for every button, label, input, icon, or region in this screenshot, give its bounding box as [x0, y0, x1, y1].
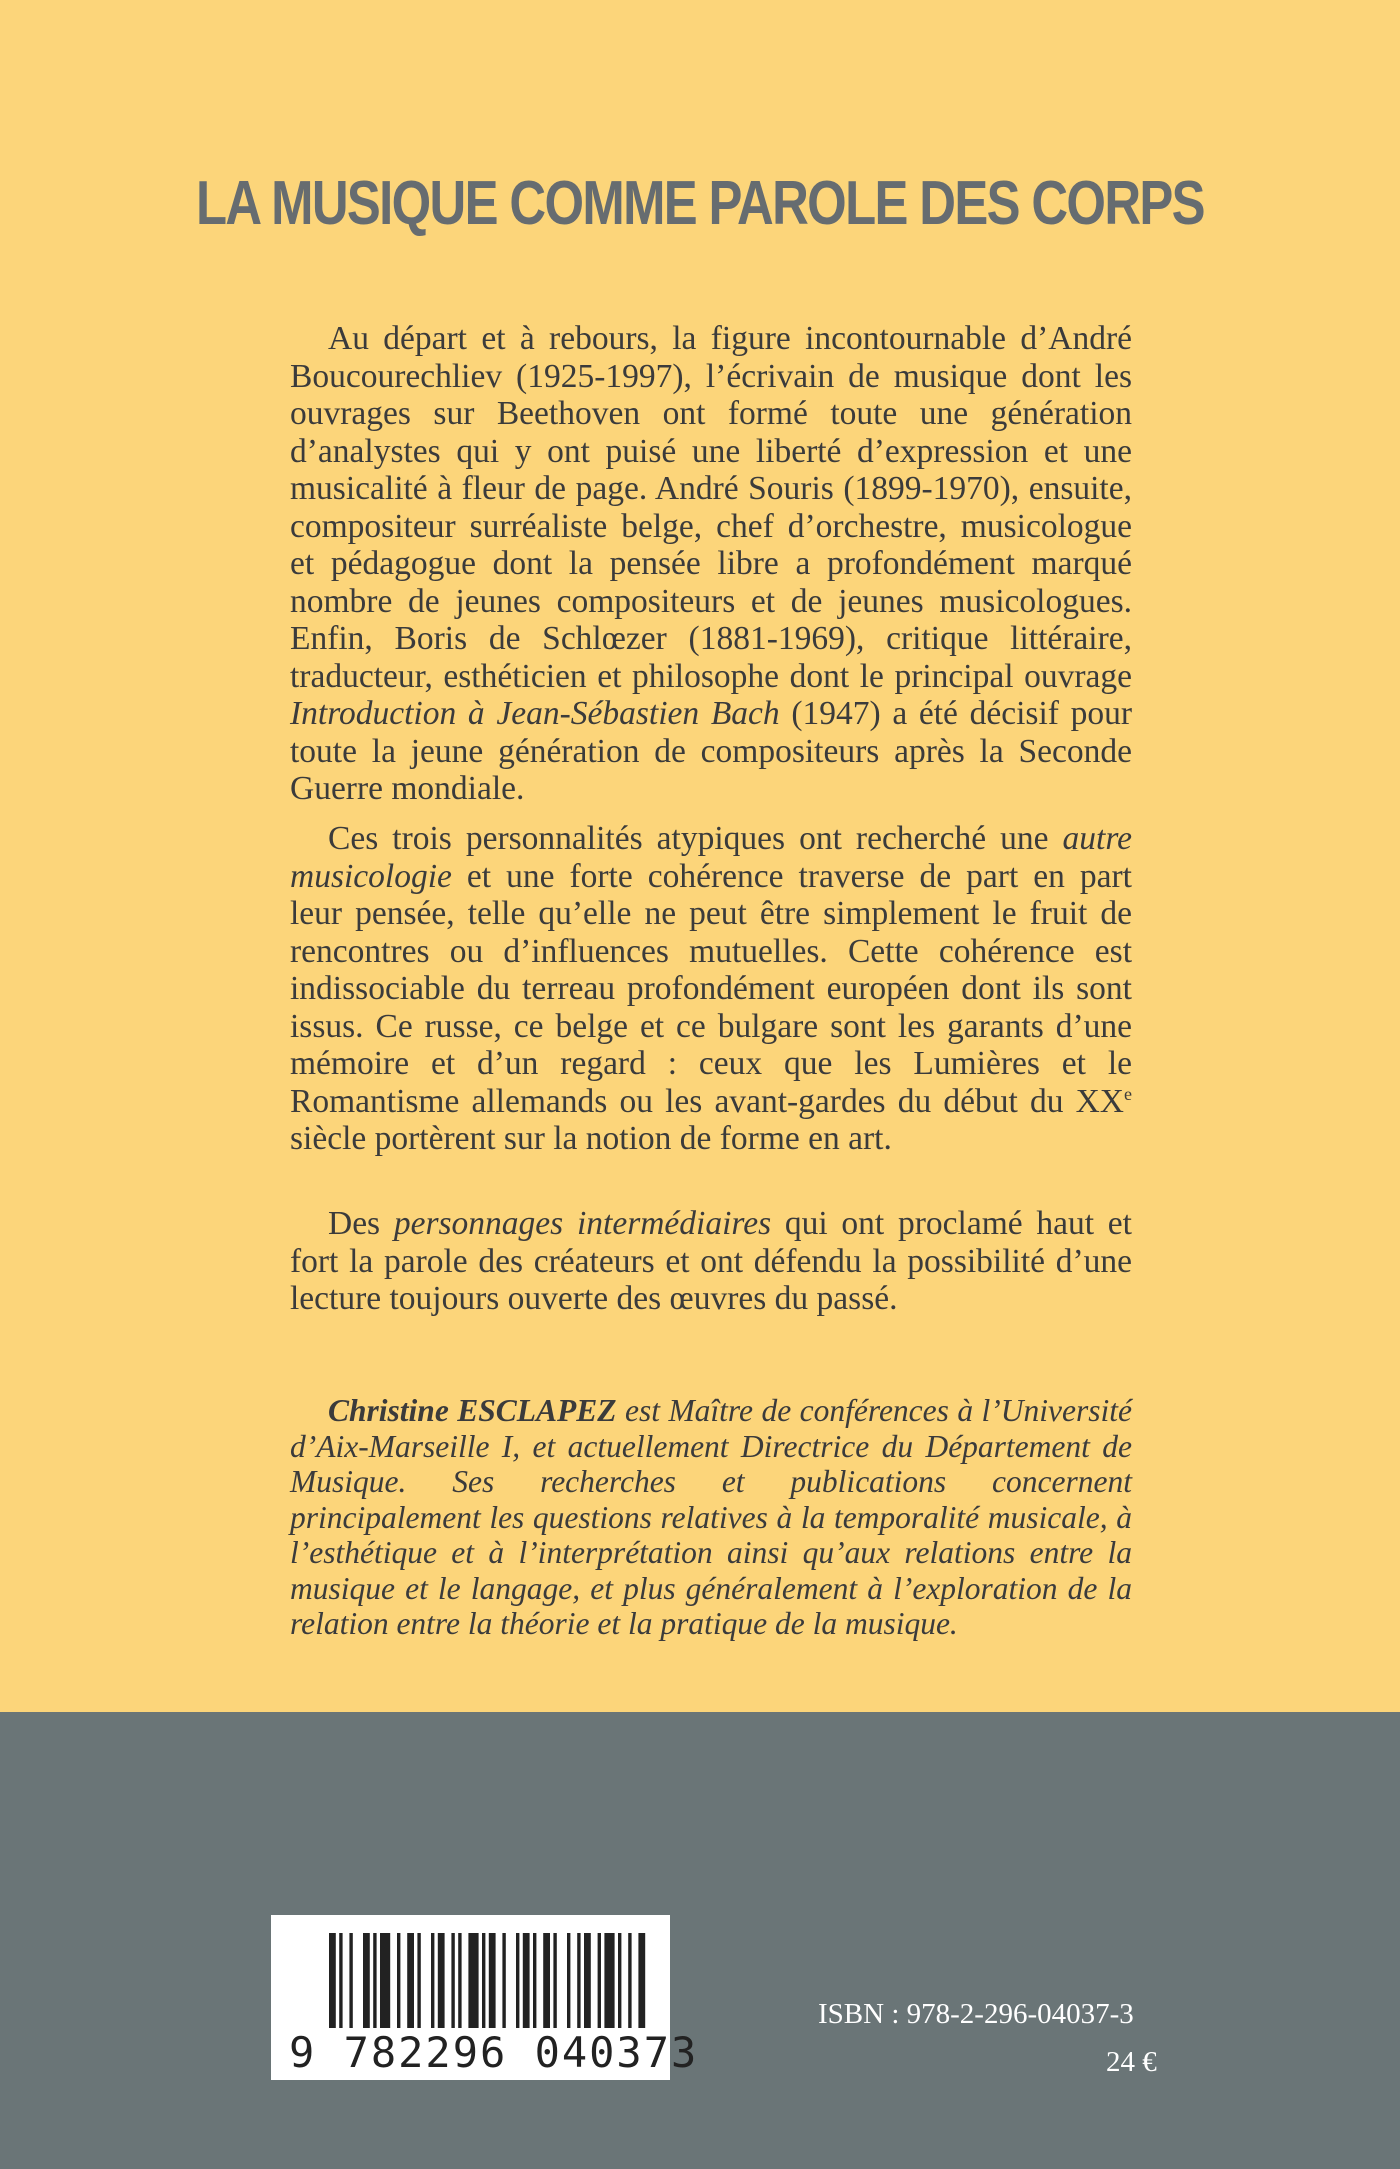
isbn: ISBN : 978-2-296-04037-3	[818, 1998, 1134, 2030]
barcode	[271, 1915, 699, 2080]
paragraph-1	[290, 320, 1132, 808]
paragraph-3-text-a: Des	[328, 1205, 394, 1242]
paragraph-3-italic: personnages intermédiaires	[393, 1205, 772, 1242]
bottom-band	[0, 1712, 1400, 2169]
author-name: Christine ESCLAPEZ	[328, 1393, 617, 1428]
paragraph-1-italic: Introduction à Jean-Sébastien Bach	[290, 695, 780, 732]
barcode-digits: 9 782296 040373	[289, 2028, 699, 2077]
book-title: LA MUSIQUE COMME PAROLE DES CORPS	[196, 169, 1204, 238]
paragraph-2-text-a: Ces trois personnalités atypiques ont recherché une	[328, 820, 1063, 857]
paragraph-1-text-b: (1947) a été décisif pour toute la jeune génération de compositeurs après la Seconde Guerre mondiale.	[290, 695, 1132, 807]
paragraph-3	[290, 1205, 1132, 1318]
paragraph-2-text-c: siècle portèrent sur la notion de forme en art.	[290, 1120, 892, 1157]
paragraph-3-text-b: qui ont proclamé haut et fort la parole des créateurs et ont défendu la possibilité d’une lecture toujours ouverte des œuvres du passé.	[290, 1205, 1132, 1317]
paragraph-1-text-a: Au départ et à rebours, la figure incontournable d’André Boucourechliev (1925-1997), l’écrivain de musique dont les ouvrages sur Beethoven ont formé toute une génération d’analystes qui y ont puisé une liberté d’expression et une musicalité à fleur de page. André Souris (1899-1970), ensuite, compositeur surréaliste belge, chef d’orchestre, musicologue et pédagogue dont la pensée libre a profondément marqué nombre de jeunes compositeurs et de jeunes musicologues. Enfin, Boris de Schlœzer (1881-1969), critique littéraire, traducteur, esthéticien et philosophe dont le principal ouvrage	[290, 320, 1132, 695]
author-bio	[290, 1393, 1132, 1642]
paragraph-2-text-b: et une forte cohérence traverse de part en part leur pensée, telle qu’elle ne peut être simplement le fruit de rencontres ou d’influences mutuelles. Cette cohérence est indissociable du terreau profondément européen dont ils sont issus. Ce russe, ce belge et ce bulgare sont les garants d’une mémoire et d’un regard : ceux que les Lumières et le Romantisme allemands ou les avant-gardes du début du XX	[290, 857, 1132, 1120]
price: 24 €	[1106, 2046, 1157, 2078]
paragraph-2-superscript: e	[1124, 1083, 1132, 1104]
paragraph-2	[290, 820, 1132, 1158]
paragraph-2-italic: autre musicologie	[290, 820, 1132, 895]
author-bio-text: est Maître de conférences à l’Université d’Aix-Marseille I, et actuellement Directrice du Département de Musique. Ses recherches et publications concernent principalement les questions relatives à la temporalité musicale, à l’esthétique et à l’interprétation ainsi qu’aux relations entre la musique et le langage, et plus généralement à l’exploration de la relation entre la théorie et la pratique de la musique.	[290, 1393, 1133, 1641]
